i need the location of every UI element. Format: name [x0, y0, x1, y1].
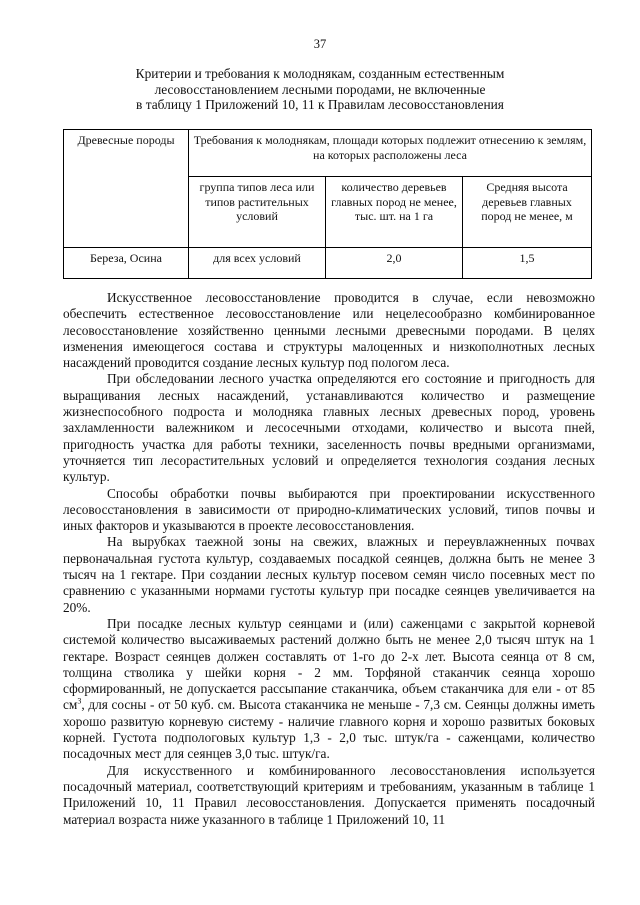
table-row — [64, 248, 592, 279]
paragraph-5-part-2: , для сосны - от 50 куб. см. Высота стаканчика не меньше - 7,3 см. Сеянцы должны иметь хорошо развитую корневую систему - наличие главного корня и хорошо развитых боковых корней. Густота подпологовых культур 1,3 - 2,0 тыс. штук/га - саженцами, количество посадочных мест для сеянцев 3,0 тыс. штук/га. — [63, 697, 595, 762]
paragraph-2: При обследовании лесного участка определяются его состояние и пригодность для выращивания лесных насаждений, устанавливаются количество и размещение жизнеспособного подроста и молодняка главных лесных древесных пород, уровень захламленности валежником и лесосечными отходами, количество и высота пней, пригодность участка для работы техники, заселенность почвы вредными организмами, уточняется тип лесорастительных условий и определяется технология создания лесных культур. — [63, 371, 595, 485]
document-body — [63, 290, 595, 828]
title-line-1: Критерии и требования к молоднякам, созданным естественным — [135, 66, 505, 81]
page-number: 37 — [313, 37, 327, 51]
paragraph-6: Для искусственного и комбинированного лесовосстановления используется посадочный материал, соответствующий критериям и требованиям, указанным в таблице 1 Приложений 10, 11 Правил лесовосстановления. Допускается применять посадочный материал возраста ниже указанного в таблице 1 Приложений 10, 11 — [63, 762, 595, 827]
paragraph-3: Способы обработки почвы выбираются при проектировании искусственного лесовосстановления в зависимости от природно-климатических условий, типов почвы и иных факторов и указываются в проекте лесовосстановления. — [63, 485, 595, 534]
cell-height: 1,5 — [463, 248, 592, 279]
paragraph-5-part-1: При посадке лесных культур сеянцами и (или) саженцами с закрытой корневой системой количество высаживаемых растений должно быть не менее 2,0 тысяч штук на 1 гектаре. Возраст сеянцев должен составлять от 1-го до 2-х лет. Высота сеянца от 8 см, толщина стволика у шейки корня - 2 мм. Торфяной стаканчик сеянца хорошо сформированный, не допускается рассыпание стаканчика, объем стаканчика для ели - от 85 см — [63, 615, 595, 713]
cell-species: Береза, Осина — [64, 248, 189, 279]
paragraph-1: Искусственное лесовосстановление проводится в случае, если невозможно обеспечить естественное лесовосстановление или нецелесообразно комбинированное лесовосстановление хозяйственно ценными лесными древесными породами. В целях изменения имеющегося состава и структуры малоценных и низкополнотных лесных насаждений проводится создание лесных культур под пологом леса. — [63, 290, 595, 371]
cell-conditions: для всех условий — [189, 248, 326, 279]
paragraph-4: На вырубках таежной зоны на свежих, влажных и переувлажненных почвах первоначальная густота культур, создаваемых посадкой сеянцев, должна быть не менее 3 тысяч на 1 гектаре. При создании лесных культур посевом семян число посевных мест по сравнению с указанными нормами густоты культур при посадке сеянцев увеличивается на 20%. — [63, 534, 595, 615]
subheader-forest-type: группа типов леса или типов растительных условий — [189, 177, 326, 248]
table-header-row — [64, 130, 592, 177]
subheader-height: Средняя высота деревьев главных пород не менее, м — [463, 177, 592, 248]
cubic-superscript: 3 — [77, 697, 82, 706]
cell-quantity: 2,0 — [326, 248, 463, 279]
document-title — [60, 66, 580, 113]
paragraph-5 — [63, 616, 595, 763]
subheader-quantity: количество деревьев главных пород не менее, тыс. шт. на 1 га — [326, 177, 463, 248]
header-requirements: Требования к молоднякам, площади которых подлежит отнесению к землям, на которых расположены леса — [189, 130, 592, 177]
title-line-3: в таблицу 1 Приложений 10, 11 к Правилам лесовосстановления — [136, 97, 504, 112]
criteria-table — [63, 129, 592, 279]
title-line-2: лесовосстановлением лесными породами, не включенные — [154, 81, 486, 97]
header-species: Древесные породы — [64, 130, 189, 248]
